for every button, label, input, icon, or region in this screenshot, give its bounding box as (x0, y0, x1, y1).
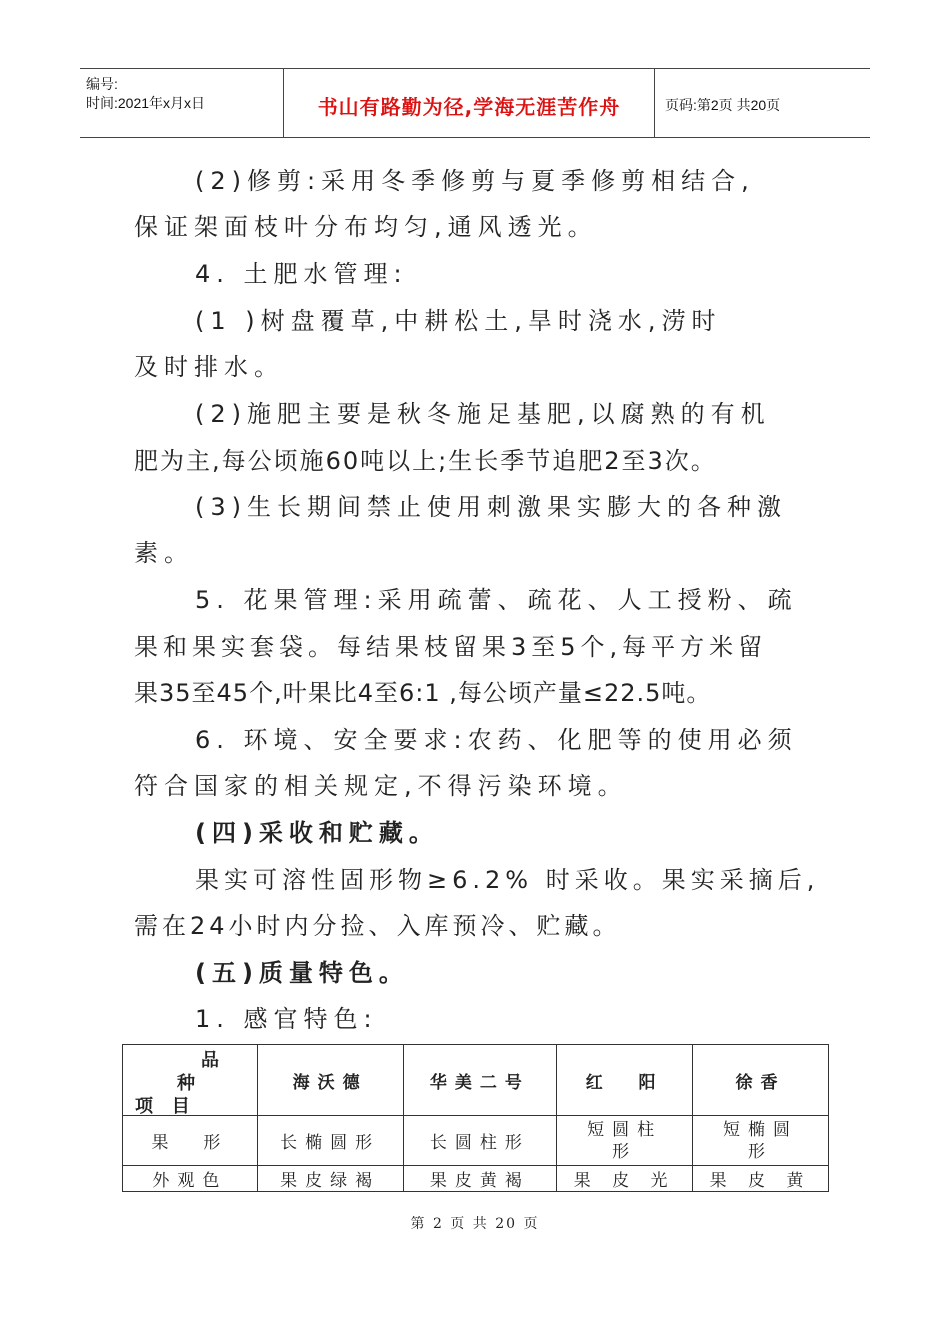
header-left-cell (80, 69, 284, 137)
heading-quality-features: (五)质量特色。 (195, 959, 409, 987)
paragraph-flower-fruit-line2: 果和果实套袋。每结果枝留果3至5个,每平方米留 (134, 633, 768, 661)
heading-harvest-storage: (四)采收和贮藏。 (195, 819, 439, 847)
table-cell: 果 皮 黄 (693, 1166, 829, 1192)
document-number-label: 编号: (86, 76, 118, 92)
page-header (80, 68, 870, 138)
paragraph-mulch-line1: (1 )树盘覆草,中耕松土,旱时浇水,涝时 (195, 307, 722, 335)
table-header-row (123, 1045, 829, 1116)
paragraph-harvest-line1: 果实可溶性固形物≥6.2% 时采收。果实采摘后, (195, 866, 820, 894)
table-cell: 长椭圆形 (257, 1116, 403, 1166)
paragraph-environment-line1: 6. 环境、安全要求:农药、化肥等的使用必须 (195, 726, 798, 754)
heading-soil-fertilizer-water: 4. 土肥水管理: (195, 260, 408, 288)
table-row-label: 外观色 (123, 1166, 258, 1192)
table-cell: 短椭圆形 (693, 1116, 829, 1166)
table-cell: 果皮绿褐 (257, 1166, 403, 1192)
table-cell: 果 皮 光 (557, 1166, 693, 1192)
paragraph-pruning-line1: (2)修剪:采用冬季修剪与夏季修剪相结合, (195, 167, 755, 195)
corner-variety-char2: 种 (177, 1073, 195, 1094)
table-row (123, 1166, 829, 1192)
header-middle-cell (284, 69, 655, 137)
paragraph-environment-line2: 符合国家的相关规定,不得污染环境。 (134, 772, 628, 800)
table-row (123, 1116, 829, 1166)
table-cell: 果皮黄褐 (403, 1166, 557, 1192)
paragraph-harvest-line2: 需在24小时内分捡、入库预冷、贮藏。 (134, 912, 621, 940)
paragraph-fertilizing-line2: 肥为主,每公顷施60吨以上;生长季节追肥2至3次。 (134, 447, 717, 475)
table-cell: 短圆柱形 (557, 1116, 693, 1166)
table-cell: 长圆柱形 (403, 1116, 557, 1166)
paragraph-fertilizing-line1: (2)施肥主要是秋冬施足基肥,以腐熟的有机 (195, 400, 771, 428)
heading-sensory-features: 1. 感官特色: (195, 1005, 378, 1033)
variety-characteristics-table (122, 1044, 829, 1192)
table-column-header: 徐香 (693, 1045, 829, 1116)
table-column-header: 海沃德 (257, 1045, 403, 1116)
table-column-header: 红 阳 (557, 1045, 693, 1116)
paragraph-hormone-line1: (3)生长期间禁止使用刺激果实膨大的各种激 (195, 493, 787, 521)
header-motto: 书山有路勤为径,学海无涯苦作舟 (317, 95, 621, 119)
corner-item-label: 项 目 (135, 1096, 190, 1117)
paragraph-pruning-line2: 保证架面枝叶分布均匀,通风透光。 (134, 213, 598, 241)
paragraph-mulch-line2: 及时排水。 (134, 353, 284, 381)
corner-variety-char1: 品 (201, 1050, 219, 1071)
header-right-cell (655, 69, 870, 137)
table-row-label: 果 形 (123, 1116, 258, 1166)
table-column-header: 华美二号 (403, 1045, 557, 1116)
paragraph-hormone-line2: 素。 (134, 539, 194, 567)
page-footer: 第 2 页 共 20 页 (410, 1216, 540, 1232)
document-time-label: 时间:2021年x月x日 (86, 95, 206, 111)
paragraph-flower-fruit-line3: 果35至45个,叶果比4至6:1 ,每公顷产量≤22.5吨。 (134, 679, 712, 707)
header-page-info: 页码:第2页 共20页 (665, 97, 781, 113)
table-corner-cell (123, 1045, 258, 1116)
paragraph-flower-fruit-line1: 5. 花果管理:采用疏蕾、疏花、人工授粉、疏 (195, 586, 798, 614)
